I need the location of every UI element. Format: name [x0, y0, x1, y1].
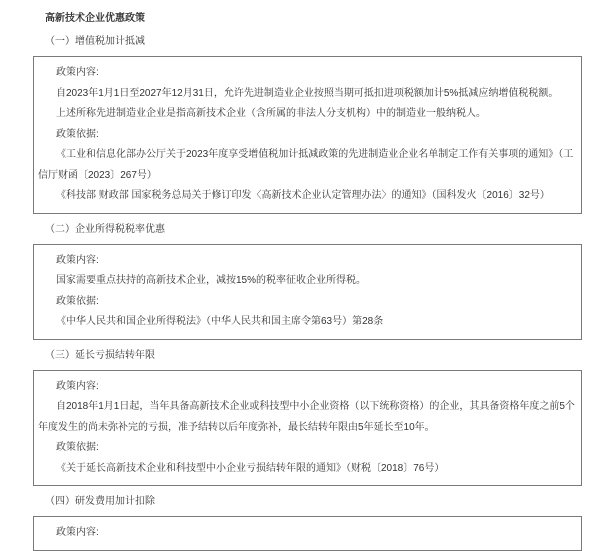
section-loss-carryforward — [33, 349, 582, 487]
section-heading: （四）研发费用加计扣除 — [45, 496, 155, 507]
policy-box — [33, 370, 582, 487]
policy-basis-item: 《关于延长高新技术企业和科技型中小企业亏损结转年限的通知》（财税〔2018〕76号） — [56, 462, 445, 474]
page-title: 高新技术企业优惠政策 — [45, 13, 145, 24]
policy-content-label: 政策内容: — [56, 527, 99, 538]
policy-basis-label: 政策依据: — [56, 295, 99, 307]
section-heading: （一）增值税加计抵减 — [45, 36, 145, 47]
policy-box — [33, 56, 582, 214]
policy-paragraph: 上述所称先进制造业企业是指高新技术企业（含所属的非法人分支机构）中的制造业一般纳税人。 — [56, 108, 486, 119]
policy-basis-item: 《工业和信息化部办公厅关于2023年度享受增值税加计抵减政策的先进制造业企业名单制定工作有关事项的通知》（工信厅财函〔2023〕267号） — [38, 149, 574, 181]
policy-box — [33, 516, 582, 551]
section-heading: （三）延长亏损结转年限 — [45, 349, 155, 361]
section-heading: （二）企业所得税税率优惠 — [45, 223, 165, 235]
policy-paragraph: 自2018年1月1日起，当年具备高新技术企业或科技型中小企业资格（以下统称资格）的企业，其具备资格年度之前5个年度发生的尚未弥补完的亏损，准予结转以后年度弥补，最长结转年限由5年延长至10年。 — [38, 401, 575, 433]
policy-box — [33, 244, 582, 340]
policy-paragraph: 自2023年1月1日至2027年12月31日，允许先进制造业企业按照当期可抵扣进项税额加计5%抵减应纳增值税税额。 — [56, 87, 559, 99]
policy-basis-item: 《科技部 财政部 国家税务总局关于修订印发〈高新技术企业认定管理办法〉的通知》（国科发火〔2016〕32号） — [56, 190, 550, 201]
policy-basis-item: 《中华人民共和国企业所得税法》（中华人民共和国主席令第63号）第28条 — [56, 316, 384, 327]
section-income-tax-rate — [33, 223, 582, 340]
policy-basis-label: 政策依据: — [56, 442, 99, 453]
policy-content-label: 政策内容: — [56, 254, 99, 266]
section-rd-expense-deduction — [33, 495, 582, 551]
policy-content-label: 政策内容: — [56, 67, 99, 78]
policy-paragraph: 国家需要重点扶持的高新技术企业，减按15%的税率征收企业所得税。 — [56, 275, 367, 286]
policy-basis-label: 政策依据: — [56, 128, 99, 140]
policy-content-label: 政策内容: — [56, 380, 99, 392]
section-vat-deduction — [33, 35, 582, 214]
